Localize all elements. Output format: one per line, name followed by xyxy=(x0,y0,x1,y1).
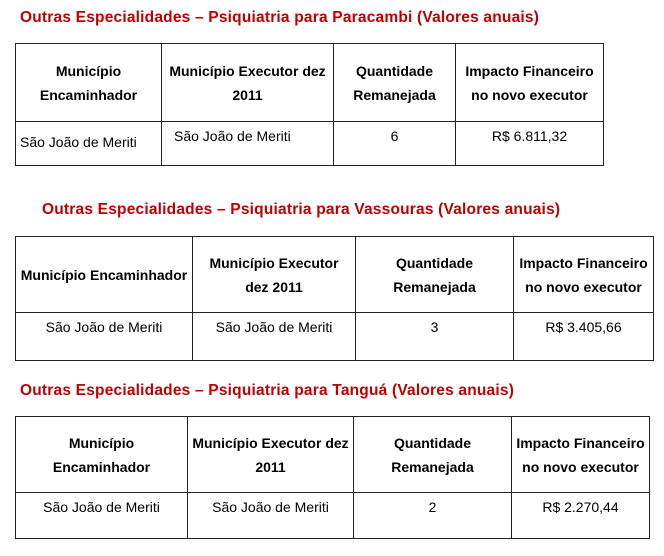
table-header-row xyxy=(16,417,650,493)
table-header-row xyxy=(16,237,654,313)
cell-municipio-executor: São João de Meriti xyxy=(162,122,334,166)
table-vassouras xyxy=(15,236,654,361)
header-municipio-encaminhador: Município Encaminhador xyxy=(16,44,162,122)
header-quantidade: Quantidade Remanejada xyxy=(334,44,456,122)
header-quantidade: Quantidade Remanejada xyxy=(354,417,512,493)
header-quantidade: Quantidade Remanejada xyxy=(356,237,514,313)
cell-quantidade: 2 xyxy=(354,493,512,539)
cell-municipio-executor: São João de Meriti xyxy=(193,313,356,361)
header-impacto: Impacto Financeiro no novo executor xyxy=(456,44,604,122)
header-municipio-executor: Município Executor dez 2011 xyxy=(188,417,354,493)
section-title-tangua: Outras Especialidades – Psiquiatria para Tanguá (Valores anuais) xyxy=(20,382,515,399)
header-impacto: Impacto Financeiro no novo executor xyxy=(512,417,650,493)
table-row xyxy=(16,313,654,361)
cell-quantidade: 6 xyxy=(334,122,456,166)
cell-quantidade: 3 xyxy=(356,313,514,361)
cell-municipio-encaminhador: São João de Meriti xyxy=(16,313,193,361)
cell-impacto: R$ 3.405,66 xyxy=(514,313,654,361)
cell-municipio-encaminhador: São João de Meriti xyxy=(16,493,188,539)
section-title-paracambi: Outras Especialidades – Psiquiatria para Paracambi (Valores anuais) xyxy=(20,9,540,26)
table-tangua xyxy=(15,416,650,539)
header-municipio-encaminhador: Município Encaminhador xyxy=(16,237,193,313)
table-paracambi xyxy=(15,43,604,166)
cell-municipio-encaminhador: São João de Meriti xyxy=(16,122,162,166)
cell-impacto: R$ 2.270,44 xyxy=(512,493,650,539)
header-municipio-executor: Município Executor dez 2011 xyxy=(162,44,334,122)
header-municipio-encaminhador: Município Encaminhador xyxy=(16,417,188,493)
cell-impacto: R$ 6.811,32 xyxy=(456,122,604,166)
table-row xyxy=(16,122,604,166)
section-title-vassouras: Outras Especialidades – Psiquiatria para Vassouras (Valores anuais) xyxy=(42,201,561,218)
table-header-row xyxy=(16,44,604,122)
cell-municipio-executor: São João de Meriti xyxy=(188,493,354,539)
header-municipio-executor: Município Executor dez 2011 xyxy=(193,237,356,313)
table-row xyxy=(16,493,650,539)
header-impacto: Impacto Financeiro no novo executor xyxy=(514,237,654,313)
